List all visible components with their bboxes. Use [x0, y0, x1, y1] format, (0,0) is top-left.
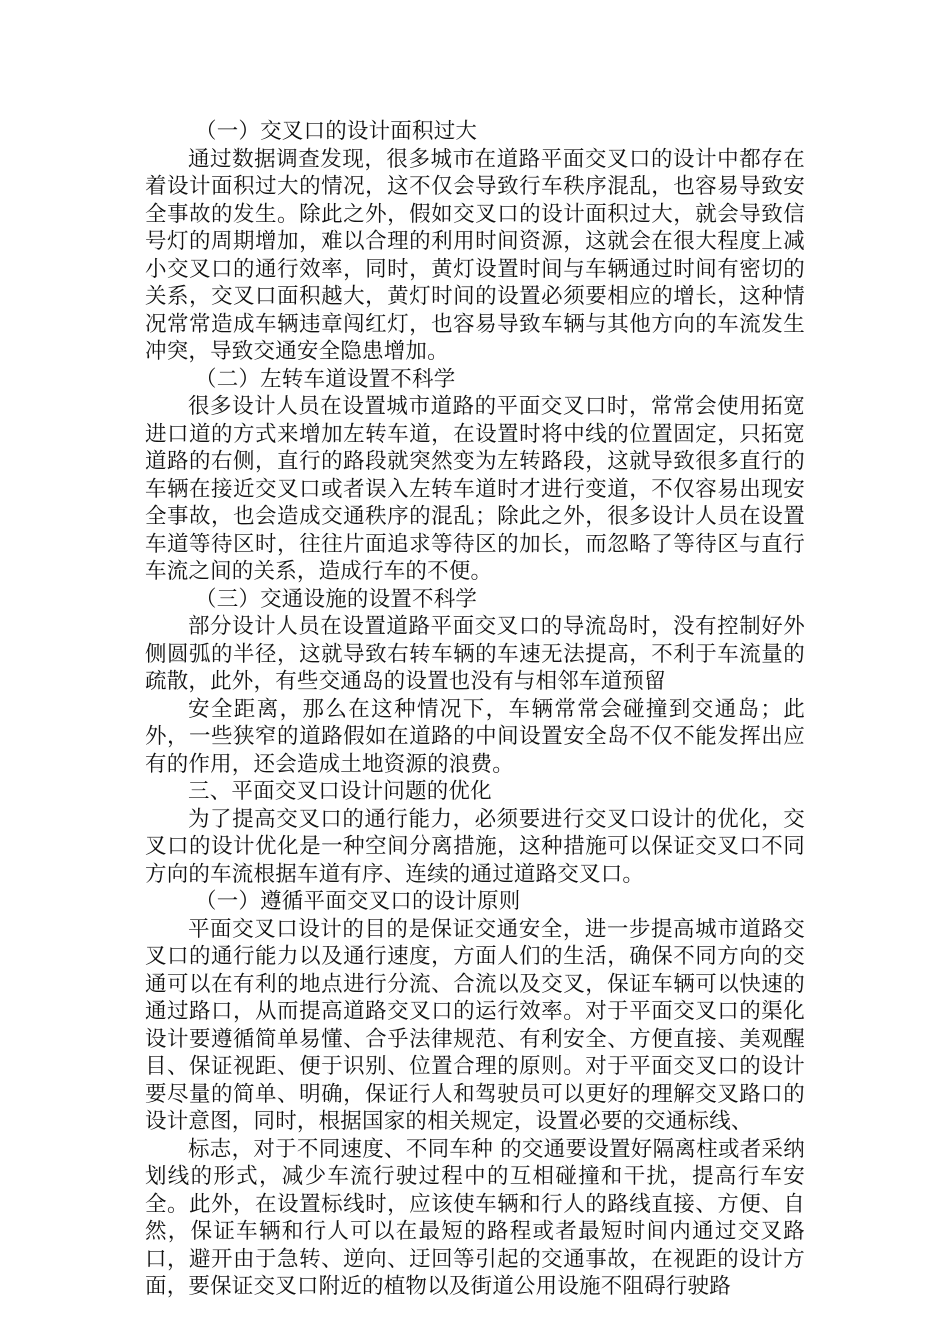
- section-heading: （一）交叉口的设计面积过大: [195, 119, 478, 144]
- body-paragraph: 很多设计人员在设置城市道路的平面交叉口时，常常会使用拓宽进口道的方式来增加左转车道，在设置时将中线的位置固定，只拓宽道路的右侧，直行的路段就突然变为左转路段，这就导致很多直行的车辆在接近交叉口或者误入左转车道时才进行变道，不仅容易出现安全事故，也会造成交通秩序的混乱；除此之外，很多设计人员在设置车道等待区时，往往片面追求等待区的加长，而忽略了等待区与直行车流之间的关系，造成行车的不便。: [145, 394, 805, 584]
- body-paragraph: 通过数据调查发现，很多城市在道路平面交叉口的设计中都存在着设计面积过大的情况，这不仅会导致行车秩序混乱，也容易导致安全事故的发生。除此之外，假如交叉口的设计面积过大，就会导致信号灯的周期增加，难以合理的利用时间资源，这就会在很大程度上减小交叉口的通行效率，同时，黄灯设置时间与车辆通过时间有密切的关系，交叉口面积越大，黄灯时间的设置必须要相应的增长，这种情况常常造成车辆违章闯红灯，也容易导致车辆与其他方向的车流发生冲突，导致交通安全隐患增加。: [145, 146, 805, 364]
- body-paragraph: 部分设计人员在设置道路平面交叉口的导流岛时，没有控制好外侧圆弧的半径，这就导致右转车辆的车速无法提高，不利于车流量的疏散，此外，有些交通岛的设置也没有与相邻车道预留: [145, 614, 805, 694]
- body-paragraph: 为了提高交叉口的通行能力，必须要进行交叉口设计的优化，交叉口的设计优化是一种空间分离措施，这种措施可以保证交叉口不同方向的车流根据车道有序、连续的通过道路交叉口。: [145, 806, 805, 887]
- body-paragraph: 平面交叉口设计的目的是保证交通安全，进一步提高城市道路交叉口的通行能力以及通行速度，方面人们的生活，确保不同方向的交通可以在有利的地点进行分流、合流以及交叉，保证车辆可以快速的通过路口，从而提高道路交叉口的运行效率。对于平面交叉口的渠化设计要遵循简单易懂、合乎法律规范、有利安全、方便直接、美观醒目、保证视距、便于识别、位置合理的原则。对于平面交叉口的设计要尽量的简单、明确，保证行人和驾驶员可以更好的理解交叉路口的设计意图，同时，根据国家的相关规定，设置必要的交通标线、: [145, 916, 805, 1134]
- section-heading: （三）交通设施的设置不科学: [195, 586, 478, 612]
- body-paragraph: 安全距离，那么在这种情况下，车辆常常会碰撞到交通岛；此外，一些狭窄的道路假如在道路的中间设置安全岛不仅不能发挥出应有的作用，还会造成土地资源的浪费。: [145, 696, 805, 777]
- body-paragraph: 标志，对于不同速度、不同车种 的交通要设置好隔离柱或者采纳划线的形式，减少车流行驶过程中的互相碰撞和干扰，提高行车安全。此外，在设置标线时，应该使车辆和行人的路线直接、方便、自然，保证车辆和行人可以在最短的路程或者最短时间内通过交叉路口，避开由于急转、逆向、迂回等引起的交通事故，在视距的设计方面，要保证交叉口附近的植物以及街道公用设施不阻碍行驶路: [145, 1136, 805, 1299]
- chapter-heading: 三、平面交叉口设计问题的优化: [188, 779, 492, 804]
- section-heading: （二）左转车道设置不科学: [195, 366, 456, 392]
- section-heading: （一）遵循平面交叉口的设计原则: [195, 889, 521, 914]
- document-body: [145, 118, 805, 1301]
